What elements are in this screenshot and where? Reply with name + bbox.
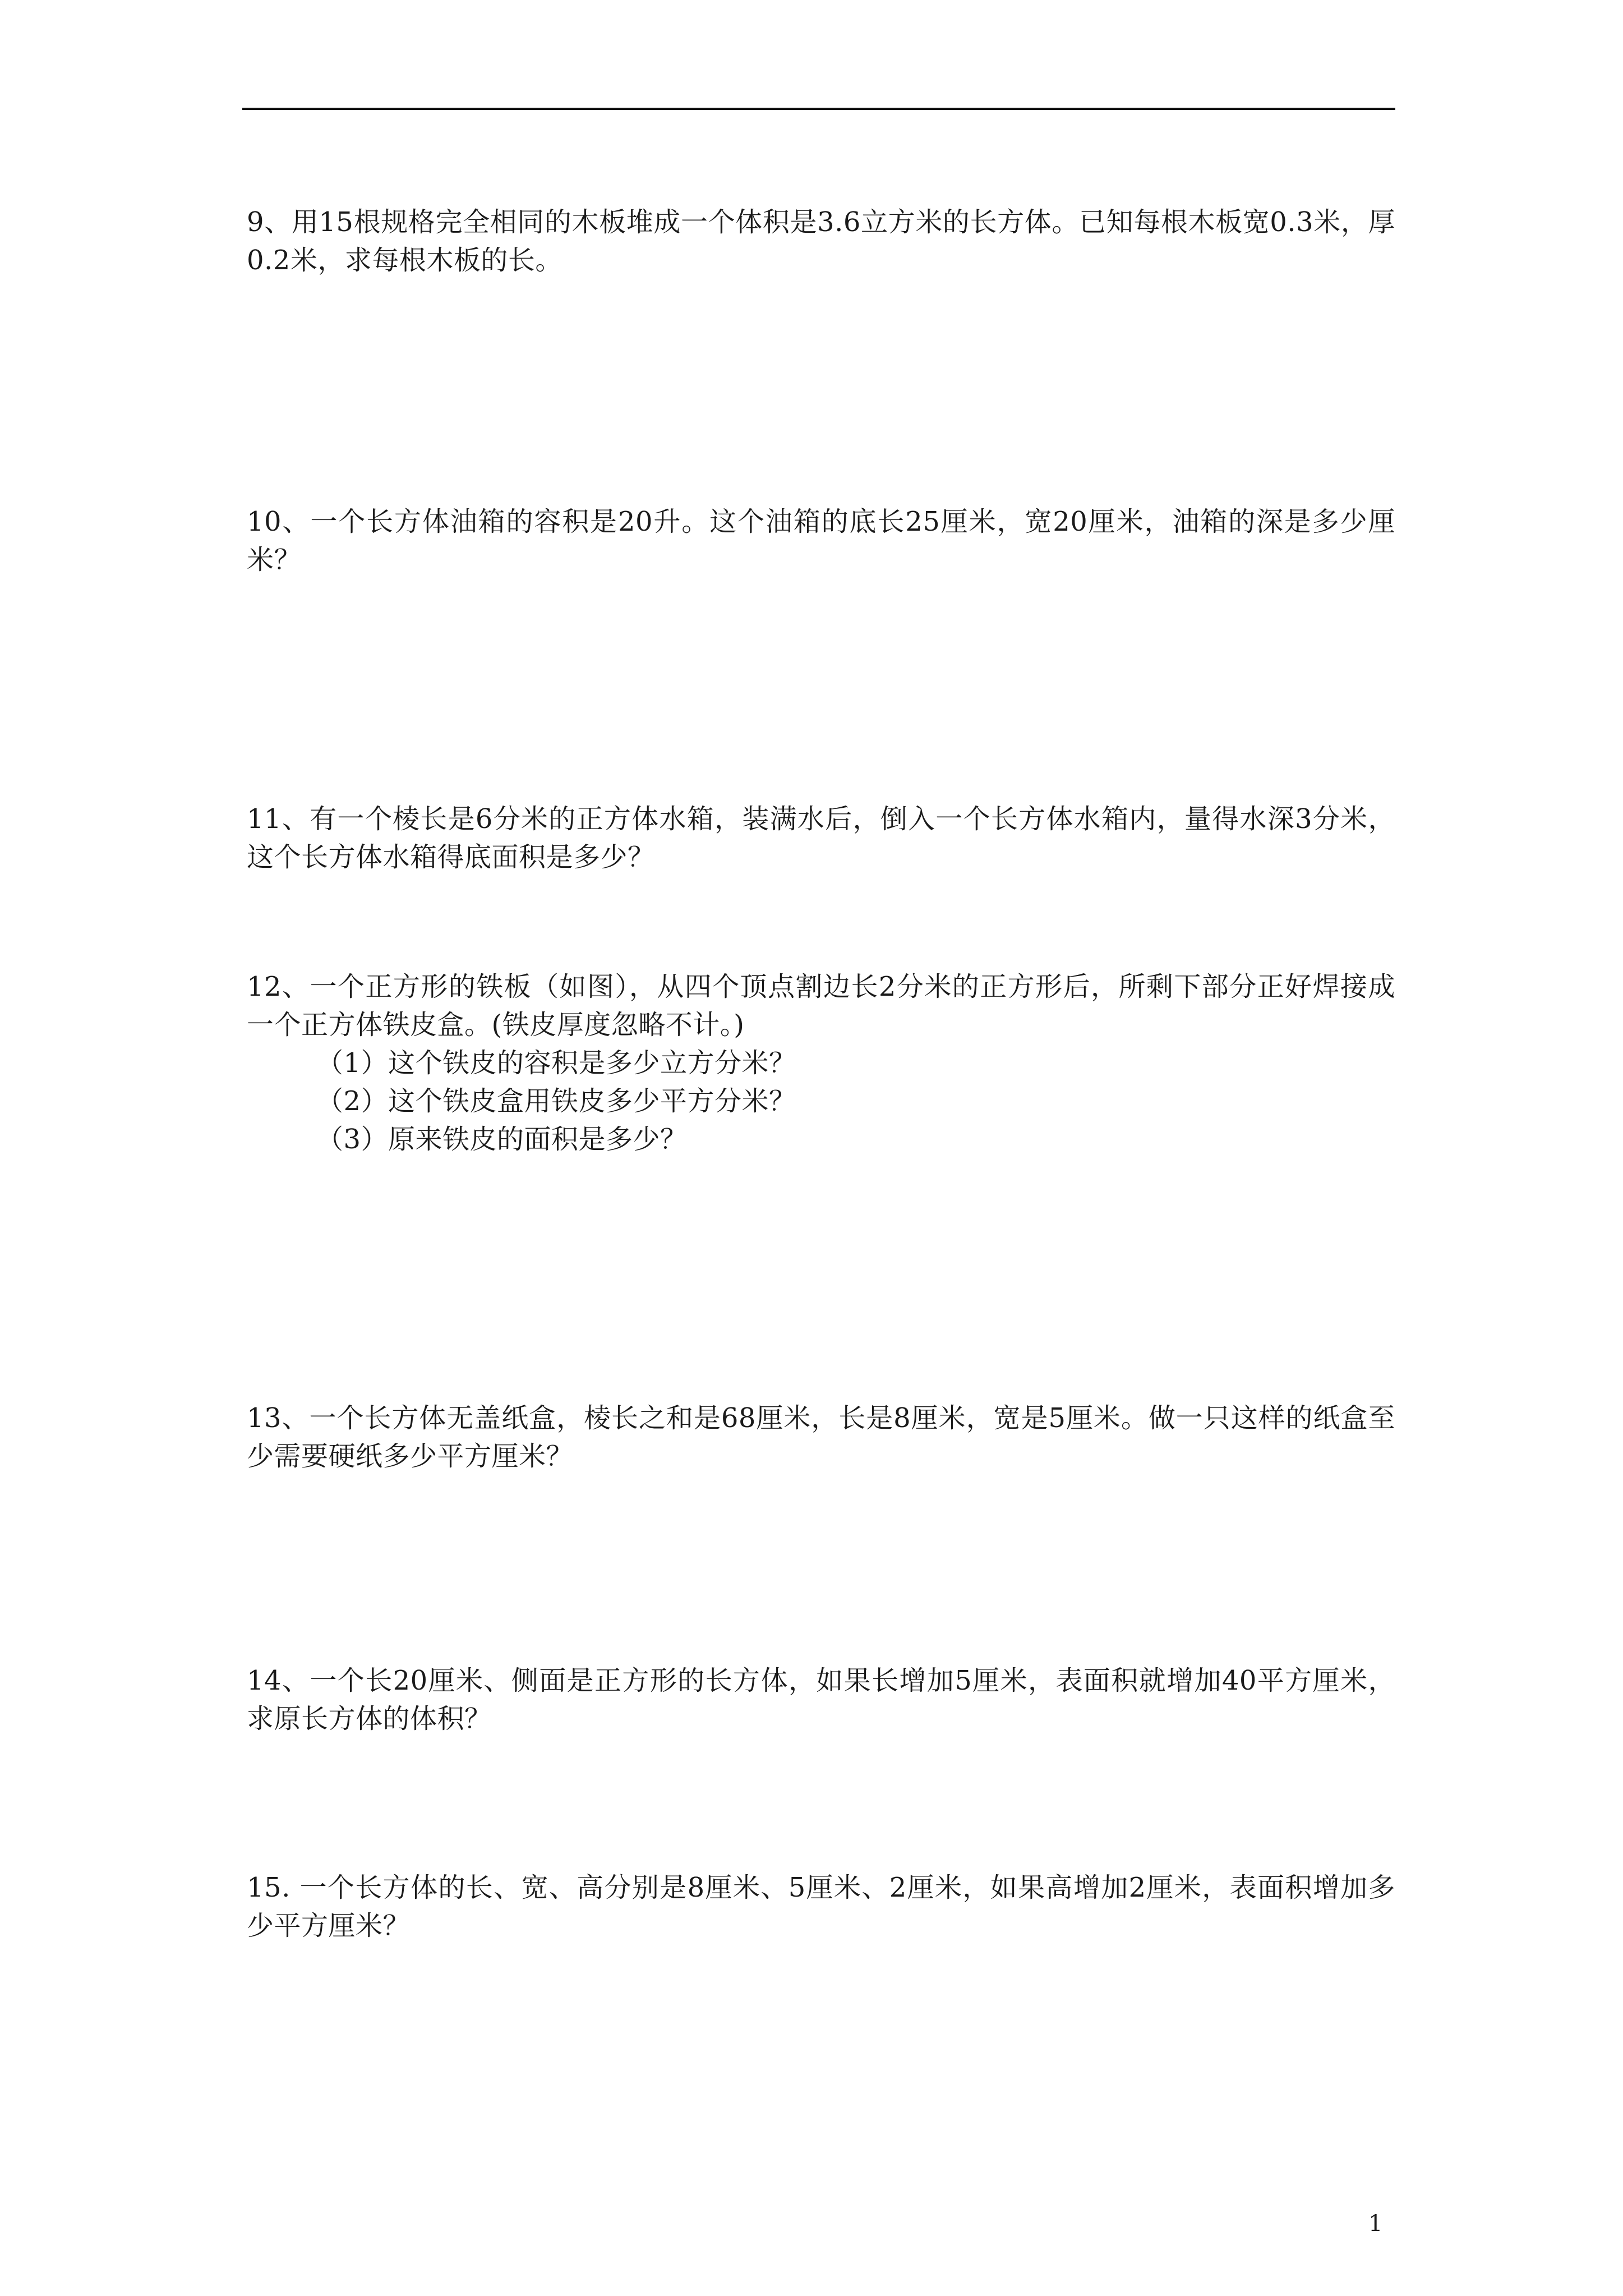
page-number: 1 [1368, 2211, 1383, 2237]
question-14-text: 14、一个长20厘米、侧面是正方形的长方体，如果长增加5厘米，表面积就增加40平方厘米，求原长方体的体积？ [247, 1665, 1395, 1734]
question-12-sub-item-2: （2）这个铁皮盒用铁皮多少平方分米？ [316, 1085, 796, 1117]
question-11 [247, 800, 1395, 876]
question-15 [247, 1869, 1395, 1945]
question-9 [247, 203, 1395, 279]
question-13 [247, 1399, 1395, 1475]
question-15-text: 15. 一个长方体的长、宽、高分别是8厘米、5厘米、2厘米，如果高增加2厘米，表面积增加多少平方厘米？ [247, 1872, 1395, 1941]
question-12-sub-item-1: （1）这个铁皮的容积是多少立方分米？ [316, 1047, 796, 1079]
question-10 [247, 503, 1395, 579]
question-12-sub-item-3: （3）原来铁皮的面积是多少？ [316, 1124, 688, 1155]
question-12-text: 12、一个正方形的铁板（如图），从四个顶点割边长2分米的正方形后，所剩下部分正好焊接成一个正方体铁皮盒。(铁皮厚度忽略不计。) [247, 971, 1395, 1041]
question-12 [247, 968, 1395, 1158]
question-9-text: 9、用15根规格完全相同的木板堆成一个体积是3.6立方米的长方体。已知每根木板宽0.3米，厚0.2米，求每根木板的长。 [247, 206, 1395, 276]
question-11-text: 11、有一个棱长是6分米的正方体水箱，装满水后，倒入一个长方体水箱内，量得水深3分米，这个长方体水箱得底面积是多少？ [247, 803, 1395, 873]
question-14 [247, 1662, 1395, 1738]
question-13-text: 13、一个长方体无盖纸盒，棱长之和是68厘米，长是8厘米，宽是5厘米。做一只这样的纸盒至少需要硬纸多少平方厘米？ [247, 1402, 1395, 1472]
header-rule [242, 108, 1395, 110]
question-10-text: 10、一个长方体油箱的容积是20升。这个油箱的底长25厘米，宽20厘米，油箱的深是多少厘米？ [247, 506, 1395, 576]
